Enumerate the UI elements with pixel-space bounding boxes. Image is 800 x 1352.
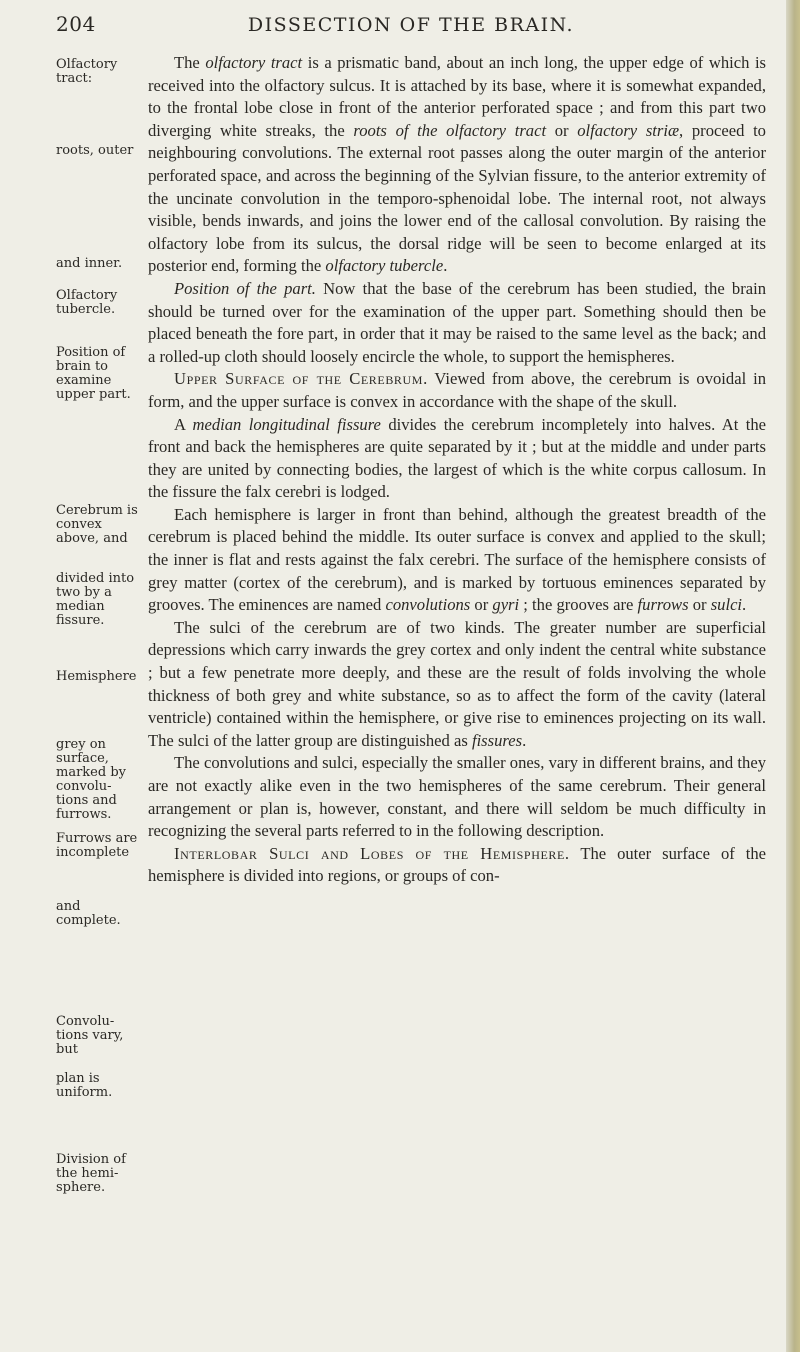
italic-term: sulci [710, 595, 743, 615]
paragraph [148, 617, 766, 753]
page-number: 204 [56, 12, 96, 36]
margin-note: Division of the hemi- sphere. [56, 1152, 126, 1195]
section-heading: Interlobar Sulci and Lobes of the Hemisphere. [174, 843, 570, 863]
text-run: The sulci of the cerebrum are of two kinds. The greater number are superficial depressions which carry inwards the grey cortex and only indent the central white substance ; but a few penetrate more deeply, and these are the result of folds involving the whole thickness of both grey and white substance, so as to affect the form of the cavity (lateral ventricle) contained within the hemisphere, or give rise to eminences projecting on its wall. The sulci of the latter group are distinguished as [148, 617, 766, 750]
margin-note: Olfactory tubercle. [56, 288, 118, 317]
margin-note: divided into two by a median fissure. [56, 571, 135, 628]
text-run: . [443, 256, 448, 276]
page-header [56, 12, 766, 42]
margin-note: Olfactory tract: [56, 57, 118, 86]
italic-term: roots of the olfactory tract [353, 120, 547, 140]
body-text [148, 52, 766, 888]
paragraph [148, 504, 766, 617]
paragraph [148, 368, 766, 413]
running-head: DISSECTION OF THE BRAIN. [247, 14, 575, 36]
text-run: The convolutions and sulci, especially the smaller ones, vary in different brains, and they are not exactly alike even in the two hemispheres of the same cerebrum. Their general arrangement or plan is, however, constant, and there will seldom be much difficulty in recognizing the several parts referred to in the following description. [148, 753, 766, 841]
margin-note: Convolu- tions vary, but [56, 1014, 124, 1057]
margin-note: Hemisphere [56, 669, 137, 684]
text-run: Each hemisphere is larger in front than behind, although the greatest breadth of the cerebrum is placed behind the middle. Its outer surface is convex and applied to the skull; the inner is flat and rests against the falx cerebri. The surface of the hemisphere consists of grey matter (cortex of the cerebrum), and is marked by tortuous eminences separated by grooves. The eminences are named [148, 504, 766, 615]
margin-note: Cerebrum is convex above, and [56, 503, 138, 546]
italic-term: olfactory striæ [577, 120, 680, 140]
text-run: or [546, 120, 578, 140]
text-run: or [688, 595, 711, 615]
paragraph [148, 843, 766, 888]
italic-term: olfactory tract [205, 53, 303, 72]
text-run: or [470, 595, 493, 615]
margin-note: plan is uniform. [56, 1071, 113, 1100]
italic-term: furrows [637, 595, 689, 615]
italic-term: olfactory tubercle [325, 256, 444, 276]
paragraph [148, 752, 766, 842]
margin-note: Furrows are incomplete [56, 831, 138, 860]
text-run: The outer surface of the hemisphere is divided into regions, or groups of con- [148, 843, 766, 886]
italic-term: gyri [492, 595, 520, 615]
text-run: A [174, 414, 193, 434]
margin-note: and complete. [56, 899, 121, 928]
text-run: . [522, 730, 527, 750]
paragraph [148, 278, 766, 368]
italic-term: Position of the part. [174, 278, 316, 298]
margin-note: roots, outer [56, 143, 134, 158]
text-run: . [742, 595, 747, 615]
italic-term: fissures [471, 730, 523, 750]
page-edge [786, 0, 800, 1352]
paragraph [148, 414, 766, 504]
text-run: Now that the base of the cerebrum has been studied, the brain should be turned over for the examination of the upper part. Something should then be placed beneath the fore part, in order that it may be raised to the same level as the back; and a rolled-up cloth should loosely encircle the whole, to support the hemispheres. [148, 278, 766, 366]
text-run: ; the grooves are [519, 595, 638, 615]
italic-term: convolutions [385, 595, 471, 615]
paragraph [148, 52, 766, 278]
text-run: The [174, 53, 206, 72]
text-run: divides the cerebrum incompletely into halves. At the front and back the hemispheres are quite separated by it ; but at the middle and under parts they are united by connecting bodies, the largest of which is the white corpus callosum. In the fissure the falx cerebri is lodged. [148, 414, 767, 502]
margin-note: Position of brain to examine upper part. [56, 345, 131, 402]
text-run: , proceed to neighbouring convolutions. The external root passes along the outer margin of the anterior perforated space, and across the beginning of the Sylvian fissure, to the anterior extremity of the uncinate convolution in the temporo-sphenoidal lobe. The internal root, not always visible, bends inwards, and joins the lower end of the callosal convolution. By raising the olfactory lobe from its sulcus, the dorsal ridge will be seen to become enlarged at its posterior end, forming the [148, 120, 766, 276]
text-run: is a prismatic band, about an inch long, the upper edge of which is received into the olfactory sulcus. It is attached by its base, where it is somewhat expanded, to the frontal lobe close in front of the anterior perforated space ; and from this part two diverging white streaks, the [148, 53, 767, 140]
text-run: Viewed from above, the cerebrum is ovoidal in form, and the upper surface is convex in accordance with the shape of the skull. [148, 369, 766, 411]
margin-note: and inner. [56, 256, 123, 271]
margin-note: grey on surface, marked by convolu- tions and furrows. [56, 737, 126, 822]
section-heading: Upper Surface of the Cerebrum. [174, 369, 428, 389]
italic-term: median longitudinal fissure [192, 414, 381, 434]
